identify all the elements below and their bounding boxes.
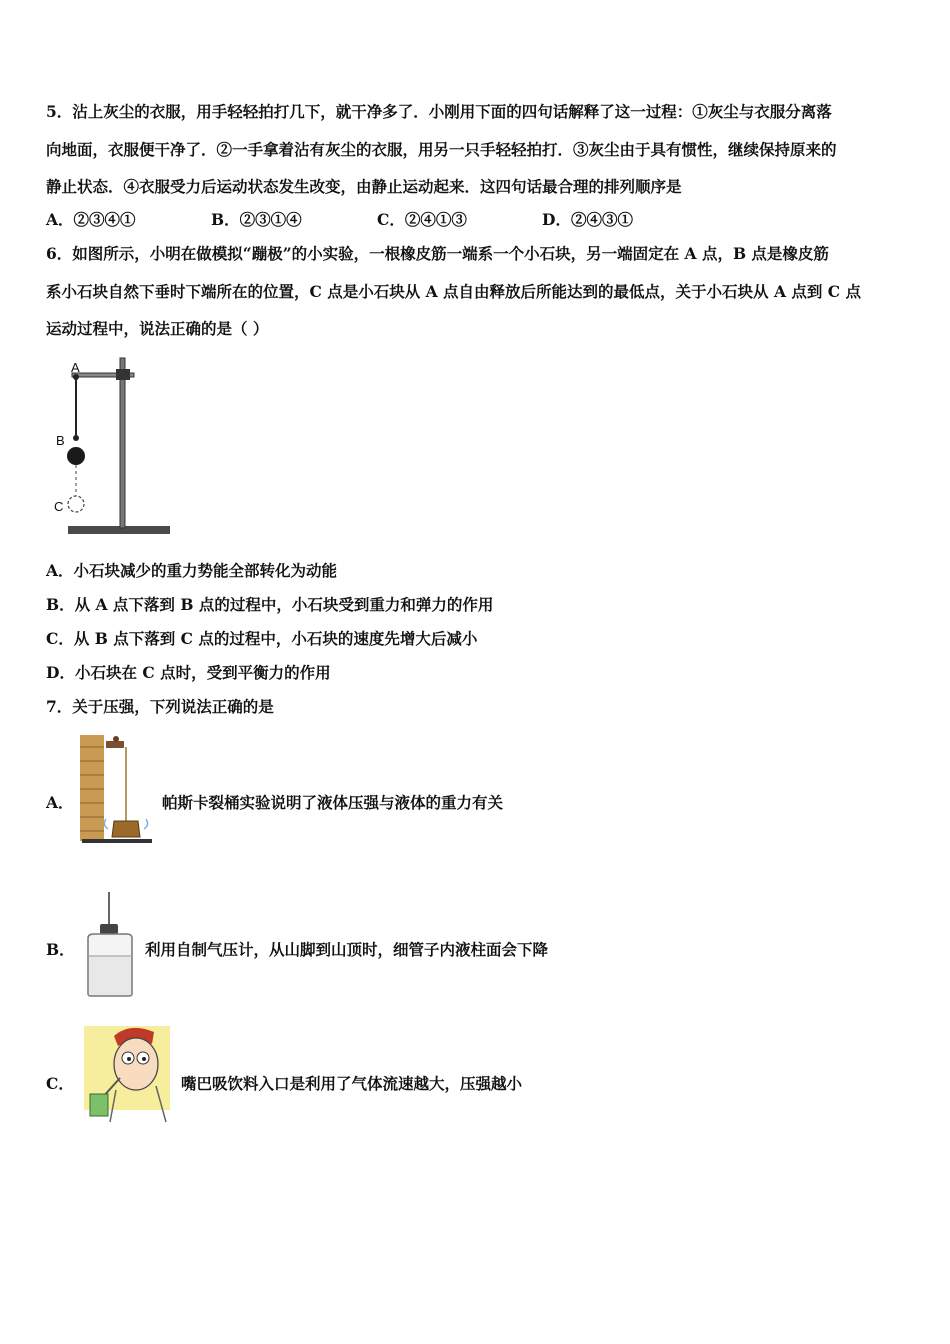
balcony: [106, 741, 124, 748]
label-a: A: [71, 360, 80, 375]
q7-stem: 7．关于压强，下列说法正确的是: [46, 697, 274, 716]
q5-option-b[interactable]: B．②③①④: [211, 210, 302, 229]
drinking-straw-icon: [80, 1022, 172, 1124]
brick-wall: [80, 735, 104, 841]
q6-stem-line-2: 系小石块自然下垂时下端所在的位置，C 点是小石块从 A 点自由释放后所能达到的最低点，关于小石块从 A 点到 C 点: [46, 282, 862, 301]
stone: [67, 447, 85, 465]
figure-head: [113, 736, 119, 742]
stand-base: [68, 526, 170, 534]
bungee-stand-figure: [48, 352, 178, 542]
q6-option-b[interactable]: B．从 A 点下落到 B 点的过程中，小石块受到重力和弹力的作用: [46, 595, 494, 614]
q5-stem-line-1: 5．沾上灰尘的衣服，用手轻轻拍打几下，就干净多了．小刚用下面的四句话解释了这一过程：①灰尘与衣服分离落: [46, 102, 832, 121]
label-b: B: [56, 433, 65, 448]
stand-clamp: [116, 369, 130, 380]
q7-option-c-letter[interactable]: C．: [46, 1074, 74, 1093]
q5-stem-line-2: 向地面，衣服便干净了．②一手拿着沾有灰尘的衣服，用另一只手轻轻拍打．③灰尘由于具有惯性，继续保持原来的: [46, 140, 837, 159]
face: [114, 1038, 158, 1090]
q7-option-b-text: 利用自制气压计，从山脚到山顶时，细管子内液柱面会下降: [145, 940, 549, 959]
q6-stem-line-3: 运动过程中，说法正确的是（ ）: [46, 319, 269, 338]
q6-option-a[interactable]: A．小石块减少的重力势能全部转化为动能: [46, 561, 338, 580]
q6-option-d[interactable]: D．小石块在 C 点时，受到平衡力的作用: [46, 663, 331, 682]
stopper: [100, 924, 118, 934]
q7-option-a-letter[interactable]: A．: [46, 793, 74, 812]
q7-option-a-text: 帕斯卡裂桶实验说明了液体压强与液体的重力有关: [162, 793, 504, 812]
q5-option-d[interactable]: D．②④③①: [542, 210, 633, 229]
pascal-barrel-icon: [78, 733, 154, 845]
q5-option-c[interactable]: C．②④①③: [377, 210, 467, 229]
q5-option-a[interactable]: A．②③④①: [46, 210, 136, 229]
label-c: C: [54, 499, 64, 514]
barometer-bottle-icon: [80, 890, 142, 1000]
q6-stem-line-1: 6．如图所示，小明在做模拟“蹦极”的小实验，一根橡皮筋一端系一个小石块，另一端固定在 A 点，B 点是橡皮筋: [46, 244, 829, 263]
point-b-marker: [73, 435, 79, 441]
ground: [82, 839, 152, 843]
q6-option-c[interactable]: C．从 B 点下落到 C 点的过程中，小石块的速度先增大后减小: [46, 629, 478, 648]
q7-option-c-text: 嘴巴吸饮料入口是利用了气体流速越大，压强越小: [181, 1074, 523, 1093]
stone-at-c-dashed: [68, 496, 84, 512]
barrel: [112, 821, 140, 837]
q7-option-b-letter[interactable]: B．: [46, 940, 75, 959]
q5-stem-line-3: 静止状态．④衣服受力后运动状态发生改变，由静止运动起来．这四句话最合理的排列顺序是: [46, 177, 682, 196]
drink-cup: [90, 1094, 108, 1116]
liquid: [89, 956, 131, 995]
stand-pole: [120, 358, 125, 528]
